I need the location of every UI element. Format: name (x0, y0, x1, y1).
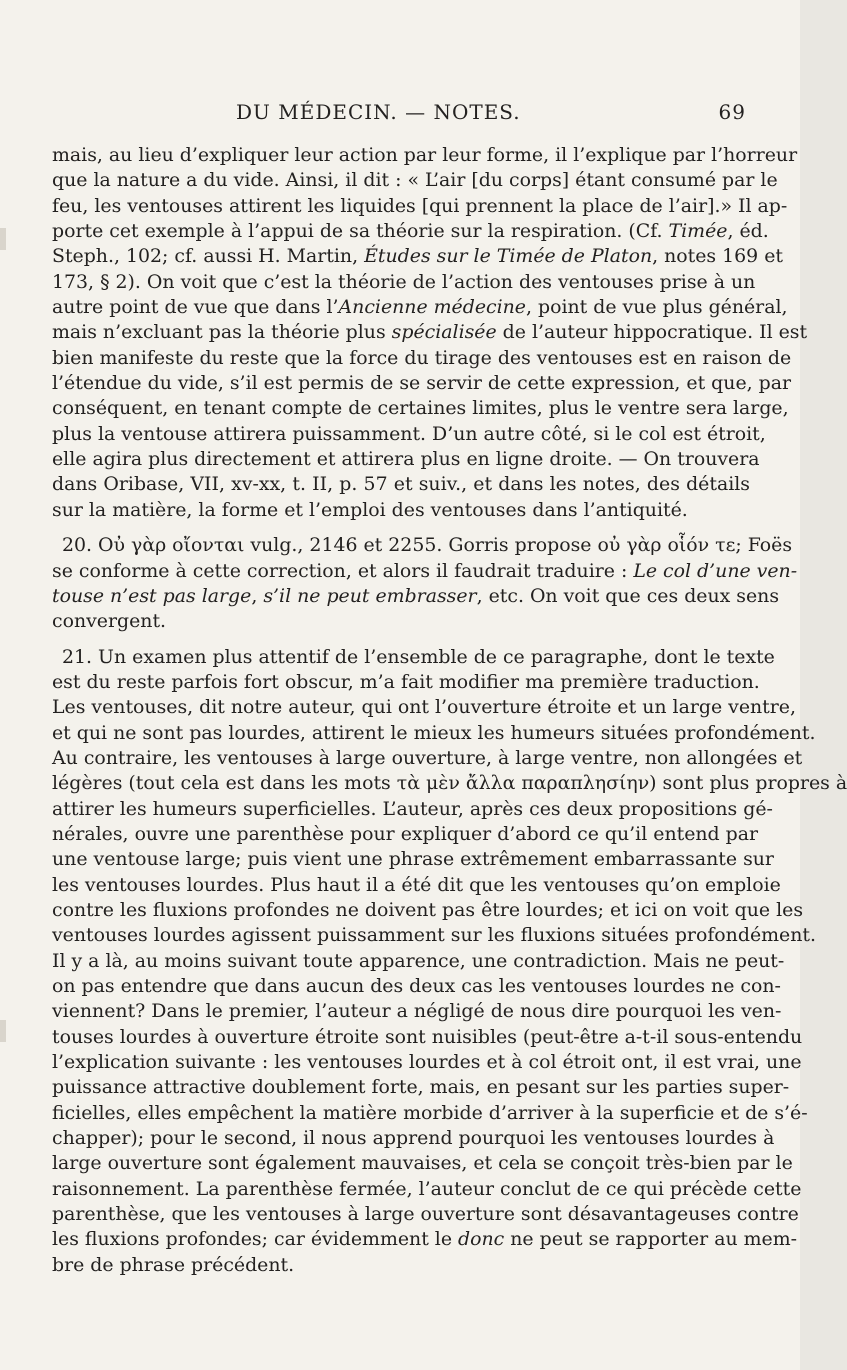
text-run: contre les fluxions profondes ne doivent pas être lourdes; et ici on voit que les (52, 898, 804, 921)
text-line (52, 219, 769, 244)
text-run: raisonnement. La parenthèse fermée, l’auteur conclut de ce qui précède cette (52, 1177, 802, 1200)
text-run: nérales, ouvre une parenthèse pour expliquer d’abord ce qu’il entend par (52, 822, 759, 845)
text-run: elle agira plus directement et attirera plus en ligne droite. — On trouvera (52, 448, 760, 471)
text-line (52, 609, 750, 634)
text-run: puissance attractive doublement forte, mais, en pesant sur les parties super- (52, 1076, 790, 1099)
text-line (52, 645, 775, 670)
text-run: se conforme à cette correction, et alors il faudrait traduire : (52, 559, 634, 582)
text-line (52, 847, 774, 872)
text-line (52, 1025, 803, 1050)
text-run: on pas entendre que dans aucun des deux cas les ventouses lourdes ne con- (52, 975, 781, 997)
text-run: que la nature a du vide. Ainsi, il dit : « L’air [du corps] étant consumé par le (52, 169, 778, 192)
text-line (52, 447, 760, 472)
text-line (52, 822, 759, 847)
text-line (52, 320, 808, 345)
text-line (52, 923, 816, 948)
text-run: Il y a là, au moins suivant toute apparence, une contradiction. Mais ne peut- (52, 949, 785, 972)
text-line (52, 949, 785, 974)
text-line (52, 974, 781, 999)
text-run: feu, les ventouses attirent les liquides [qui prennent la place de l’air].» Il ap- (52, 194, 788, 217)
text-run: mais n’excluant pas la théorie plus (52, 321, 392, 344)
text-run: les fluxions profondes; car évidemment le (52, 1228, 459, 1251)
body-text (52, 143, 847, 1278)
text-line (52, 371, 792, 396)
text-line (52, 422, 766, 447)
text-line (52, 1151, 793, 1176)
text-line (52, 270, 756, 295)
text-run: parenthèse, que les ventouses à large ouverture sont désavantageuses contre (52, 1203, 799, 1226)
text-run: , etc. On voit que ces deux sens (476, 584, 780, 607)
italic-text: donc (458, 1228, 505, 1251)
text-run: Steph., 102; cf. aussi H. Martin, (52, 245, 365, 268)
text-run: conséquent, en tenant compte de certaines limites, plus le ventre sera large, (52, 397, 789, 420)
text-run: est du reste parfois fort obscur, m’a fait modifier ma première traduction. (52, 670, 760, 693)
text-line (52, 1126, 775, 1151)
text-run: ventouses lourdes agissent puissamment sur les fluxions situées profondément. (52, 924, 816, 947)
text-run: légères (tout cela est dans les mots τὰ μὲν ἄλλα παραπλησίην) sont plus propres à (52, 772, 847, 795)
text-run: de l’auteur hippocratique. Il est (496, 321, 808, 344)
text-run: 20. Οὐ γὰρ οἴονται vulg., 2146 et 2255. Gorris propose οὐ γὰρ οἷόν τε; Foës (62, 534, 793, 557)
italic-text: Le col d’une ven- (633, 559, 798, 582)
text-line (52, 746, 803, 771)
text-line (52, 1227, 798, 1252)
text-line (52, 584, 780, 609)
text-run: , point de vue plus général, (525, 296, 788, 319)
text-line (52, 472, 750, 497)
text-run: attirer les humeurs superficielles. L’auteur, après ces deux propositions gé- (52, 797, 773, 820)
text-line (52, 194, 788, 219)
text-run: , notes 169 et (652, 245, 783, 268)
text-line (52, 1177, 802, 1202)
text-run: les ventouses lourdes. Plus haut il a été dit que les ventouses qu’on emploie (52, 873, 781, 896)
text-run: ne peut se rapporter au mem- (504, 1228, 798, 1251)
text-line (52, 244, 783, 269)
italic-text: Ancienne médecine (338, 296, 526, 319)
text-run: Les ventouses, dit notre auteur, qui ont l’ouverture étroite et un large ventre, (52, 696, 796, 719)
text-line (52, 1075, 790, 1100)
text-line (52, 695, 796, 720)
text-run: et qui ne sont pas lourdes, attirent le mieux les humeurs situées profondément. (52, 721, 816, 744)
text-line (52, 670, 760, 695)
text-run: sur la matière, la forme et l’emploi des ventouses dans l’antiquité. (52, 498, 688, 521)
paragraph (52, 143, 808, 523)
text-run: 21. Un examen plus attentif de l’ensemble de ce paragraphe, dont le texte (62, 645, 775, 668)
text-line (52, 999, 782, 1024)
text-run: bien manifeste du reste que la force du tirage des ventouses est en raison de (52, 346, 792, 369)
italic-text: touse n’est pas large (52, 584, 252, 607)
text-line (52, 533, 793, 558)
text-line (52, 873, 781, 898)
text-run: bre de phrase précédent. (52, 1253, 295, 1276)
margin-shadow (0, 1020, 6, 1042)
italic-text: Études sur le Timée de Platon (364, 245, 653, 268)
text-line (52, 1202, 799, 1227)
text-line (52, 559, 798, 584)
text-run: touses lourdes à ouverture étroite sont nuisibles (peut-être a-t-il sous-entendu (52, 1025, 803, 1048)
text-run: ficielles, elles empêchent la matière morbide d’arriver à la superficie et de s’é- (52, 1101, 808, 1124)
running-title: DU MÉDECIN. — NOTES. (236, 100, 521, 124)
text-run: l’explication suivante : les ventouses lourdes et à col étroit ont, il est vrai, une (52, 1051, 802, 1074)
text-line (52, 168, 778, 193)
text-run: 173, § 2). On voit que c’est la théorie de l’action des ventouses prise à un (52, 270, 756, 293)
text-run: chapper); pour le second, il nous apprend pourquoi les ventouses lourdes à (52, 1127, 775, 1150)
text-run: , éd. (727, 220, 769, 243)
text-line (52, 143, 798, 168)
text-run: , (251, 584, 264, 607)
margin-shadow (0, 228, 6, 250)
text-line (52, 771, 847, 796)
text-run: large ouverture sont également mauvaises, et cela se conçoit très-bien par le (52, 1152, 793, 1175)
text-run: autre point de vue que dans l’ (52, 296, 339, 319)
text-run: Au contraire, les ventouses à large ouverture, à large ventre, non allongées et (52, 746, 803, 769)
text-line (52, 1253, 750, 1278)
text-line (52, 1050, 802, 1075)
text-line (52, 346, 792, 371)
paragraph (52, 645, 847, 1279)
text-run: une ventouse large; puis vient une phrase extrêmement embarrassante sur (52, 848, 774, 871)
text-line (52, 498, 750, 523)
text-run: porte cet exemple à l’appui de sa théorie sur la respiration. (Cf. (52, 220, 669, 243)
running-head (70, 100, 752, 130)
text-run: convergent. (52, 610, 167, 633)
text-line (52, 1101, 808, 1126)
text-line (52, 898, 804, 923)
text-line (52, 396, 789, 421)
text-line (52, 295, 788, 320)
text-run: viennent? Dans le premier, l’auteur a négligé de nous dire pourquoi les ven- (52, 1000, 782, 1023)
italic-text: spécialisée (391, 321, 497, 344)
paragraph (52, 533, 798, 634)
text-run: mais, au lieu d’expliquer leur action par leur forme, il l’explique par l’horreur (52, 144, 798, 166)
text-line (52, 797, 773, 822)
page-number: 69 (718, 100, 746, 124)
italic-text: Timée (668, 220, 728, 243)
text-line (52, 721, 816, 746)
text-run: plus la ventouse attirera puissamment. D’un autre côté, si le col est étroit, (52, 422, 766, 445)
text-run: l’étendue du vide, s’il est permis de se servir de cette expression, et que, par (52, 372, 792, 395)
text-run: dans Oribase, VII, xv-xx, t. II, p. 57 et suiv., et dans les notes, des détails (52, 473, 750, 496)
italic-text: s’il ne peut embrasser (263, 584, 477, 607)
